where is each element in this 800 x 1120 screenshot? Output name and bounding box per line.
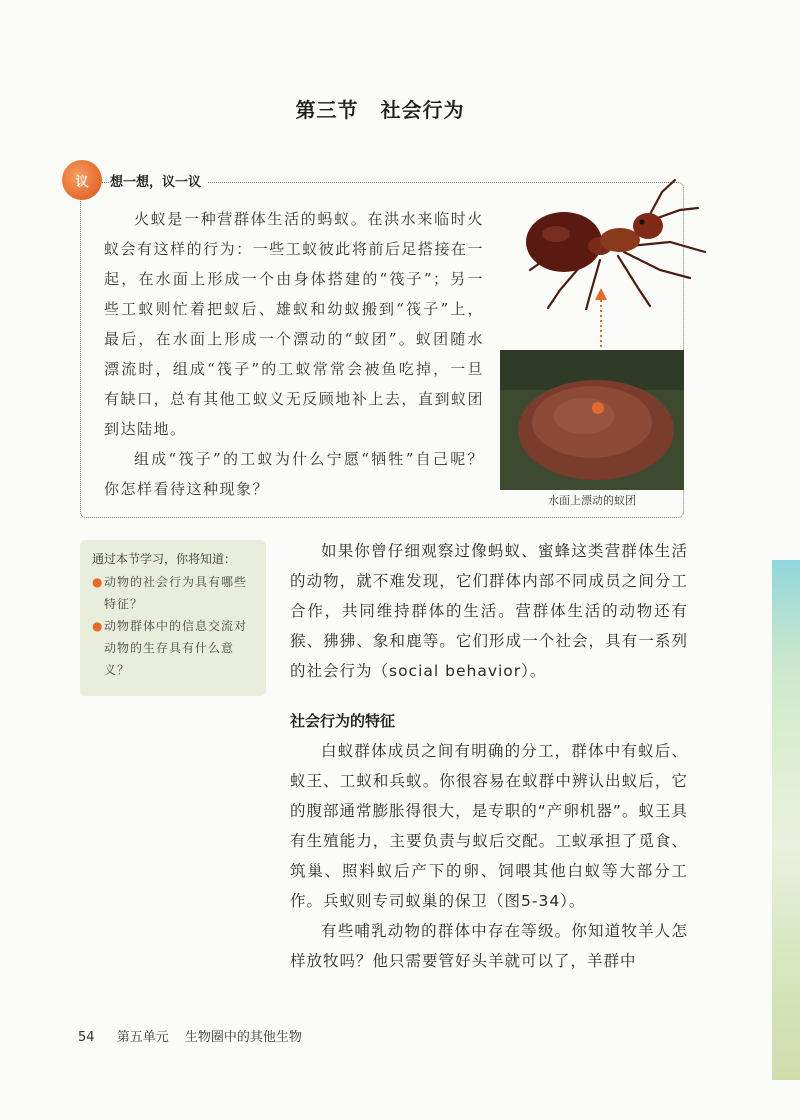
page-footer [78, 1026, 302, 1045]
body-paragraph-3: 有些哺乳动物的群体中存在等级。你知道牧羊人怎样放牧吗？他只需要管好头羊就可以了，羊群中 [290, 922, 688, 970]
body-paragraph-2: 白蚁群体成员之间有明确的分工，群体中有蚁后、蚁王、工蚁和兵蚁。你很容易在蚁群中辨认出蚁后，它的腹部通常膨胀得很大，是专职的“产卵机器”。蚁王具有生殖能力，主要负责与蚁后交配。工蚁承担了觅食、筑巢、照料蚁后产下的卵、饲喂其他白蚁等大部分工作。兵蚁则专司蚁巢的保卫（图5-34）。 [290, 742, 688, 910]
learning-goals-box [80, 540, 266, 696]
unit-name: 第五单元 [116, 1030, 169, 1045]
page-number: 54 [78, 1030, 95, 1045]
chapter-name: 生物圈中的其他生物 [184, 1030, 302, 1045]
learning-goal-item: ● 动物群体中的信息交流对动物的生存具有什么意义？ [92, 615, 254, 681]
page-edge-strip [772, 560, 800, 1080]
body-paragraph-1: 如果你曾仔细观察过像蚂蚁、蜜蜂这类营群体生活的动物，就不难发现，它们群体内部不同成员之间分工合作，共同维持群体的生活。营群体生活的动物还有猴、狒狒、象和鹿等。它们形成一个社会，具有一系列的社会行为（social behavior）。 [290, 542, 688, 680]
learning-goals-title: 通过本节学习，你将知道： [92, 552, 237, 566]
learning-goals-list [92, 571, 254, 681]
think-discuss-label: 想一想，议一议 [110, 171, 207, 190]
think-paragraph-2: 组成“筏子”的工蚁为什么宁愿“牺牲”自己呢？你怎样看待这种现象？ [104, 450, 484, 498]
photo-caption: 水面上漂动的蚁团 [548, 494, 636, 507]
think-discuss-text [104, 204, 484, 504]
bullet-icon: ● [92, 619, 104, 633]
section-number: 第三节 [295, 98, 359, 122]
think-discuss-header [62, 160, 207, 200]
discussion-icon: 议 [62, 160, 102, 200]
fire-ant-image [520, 160, 710, 310]
bullet-icon: ● [92, 575, 104, 589]
subsection-heading: 社会行为的特征 [290, 712, 396, 730]
main-text [290, 536, 688, 976]
think-paragraph-1: 火蚁是一种营群体生活的蚂蚁。在洪水来临时火蚁会有这样的行为：一些工蚁彼此将前后足搭接在一起，在水面上形成一个由身体搭建的“筏子”；另一些工蚁则忙着把蚁后、雄蚁和幼蚁搬到“筏子”上，最后，在水面上形成一个漂动的“蚁团”。蚁团随水漂流时，组成“筏子”的工蚁常常会被鱼吃掉，一旦有缺口，总有其他工蚁义无反顾地补上去，直到蚁团到达陆地。 [104, 210, 484, 438]
learning-goal-item: ● 动物的社会行为具有哪些特征？ [92, 571, 254, 615]
ant-raft-photo [500, 350, 684, 490]
section-title [0, 94, 760, 123]
section-name: 社会行为 [380, 98, 465, 122]
